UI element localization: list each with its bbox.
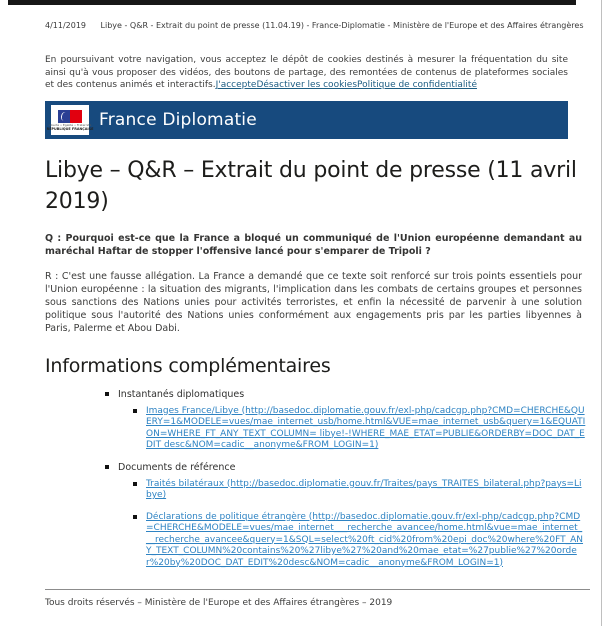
cookie-notice-text: En poursuivant votre navigation, vous acceptez le dépôt de cookies destinés à mesurer la fréquentation du site ainsi qu'à vous proposer des vidéos, des boutons de partage, des remontées de contenus de plateformes sociales et des contenus animés et interactifs. [45,55,568,90]
list-item-label: Documents de référence [118,461,236,473]
accept-cookies-link[interactable]: J'accepte [215,80,257,90]
bullet-square-icon [133,482,137,486]
bullet-square-icon [133,515,137,519]
bullet-square-icon [105,465,109,469]
footer-copyright: Tous droits réservés – Ministère de l'Europe et des Affaires étrangères – 2019 [45,598,393,608]
list-item-label: Instantanés diplomatiques [118,388,245,400]
link-traites-bilateraux[interactable]: Traités bilatéraux (http://basedoc.diplomatie.gouv.fr/Traites/pays_TRAITES_bilateral.php?pays=Libye) [146,478,582,500]
site-banner [45,101,568,139]
article-title: Libye – Q&R – Extrait du point de presse (11 avril 2019) [45,157,577,214]
disable-cookies-link[interactable]: Désactiver les cookies [256,80,358,90]
page-top-edge [8,0,576,5]
logo-motto: Liberté • Égalité • Fraternité [48,122,92,127]
print-date: 4/11/2019 [45,21,87,30]
privacy-policy-link[interactable]: Politique de confidentialité [357,80,477,90]
footer-divider [45,589,590,590]
list-group-documents [45,462,590,570]
flag-red [70,110,82,123]
cookie-notice [45,54,568,92]
french-republic-logo [46,105,94,135]
list-subitem [133,479,590,502]
bullet-square-icon [133,409,137,413]
site-name[interactable]: France Diplomatie [99,109,257,130]
answer-paragraph: R : C'est une fausse allégation. La France a demandé que ce texte soit renforcé sur trois points essentiels pour l'Union européenne : la situation des migrants, l'implication dans les combats de certains groupes et personnes sous sanctions des Nations unies pour activités terroristes, et enfin la nécessité de parvenir à une solution politique sous l'autorité des Nations unies conformément aux engagements pris par les parties libyennes à Paris, Palerme et Abou Dabi. [45,270,582,334]
question-paragraph: Q : Pourquoi est-ce que la France a bloqué un communiqué de l'Union européenne demandant au maréchal Haftar de stopper l'offensive lancé pour s'emparer de Tripoli ? [45,232,582,257]
bullet-square-icon [105,392,109,396]
complementary-heading: Informations complémentaires [45,354,331,377]
link-images-france-libye[interactable]: Images France/Libye (http://basedoc.diplomatie.gouv.fr/exl-php/cadcgp.php?CMD=CHERCHE&QUERY=1&MODELE=vues/mae_internet_usb/home.html&VUE=mae_internet_usb&query=1&EQUATION=WHERE_FT_ANY_TEXT_COLUMN= libye!-!WHERE_MAE_ETAT=PUBLIE&ORDERBY=DOC_DAT_EDIT desc&NOM=cadic__anonyme&FROM_LOGIN=1) [146,405,586,450]
list-subitem [133,406,590,452]
list-group-instantanes [45,389,590,452]
flag-blue-marianne [58,110,70,123]
french-flag-icon [58,110,82,123]
page-right-edge [601,0,602,626]
list-item [105,389,590,400]
page-content [45,54,590,608]
print-header [45,21,588,30]
complementary-list [45,389,590,570]
link-declarations-politique-etrangere[interactable]: Déclarations de politique étrangère (http://basedoc.diplomatie.gouv.fr/exl-php/cadcgp.php?CMD=CHERCHE&MODELE=vues/mae_internet___recherche_avancee/home.html&vue=mae_internet___recherche_avancee&query=1&SQL=select%20ft_cid%20from%20epi_doc%20where%20FT_ANY_TEXT_COLUMN%20contains%20%27libye%27%20and%20mae_etat=%27publie%27%20order%20by%20DOC_DAT_EDIT%20desc&NOM=cadic__anonyme&FROM_LOGIN=1) [146,511,584,568]
list-item [105,462,590,473]
list-subitem [133,512,590,570]
print-document-title: Libye - Q&R - Extrait du point de presse (11.04.19) - France-Diplomatie - Ministère de l'Europe et des Affaires étrangères [100,21,584,30]
logo-republic-label: RÉPUBLIQUE FRANÇAISE [46,126,94,131]
